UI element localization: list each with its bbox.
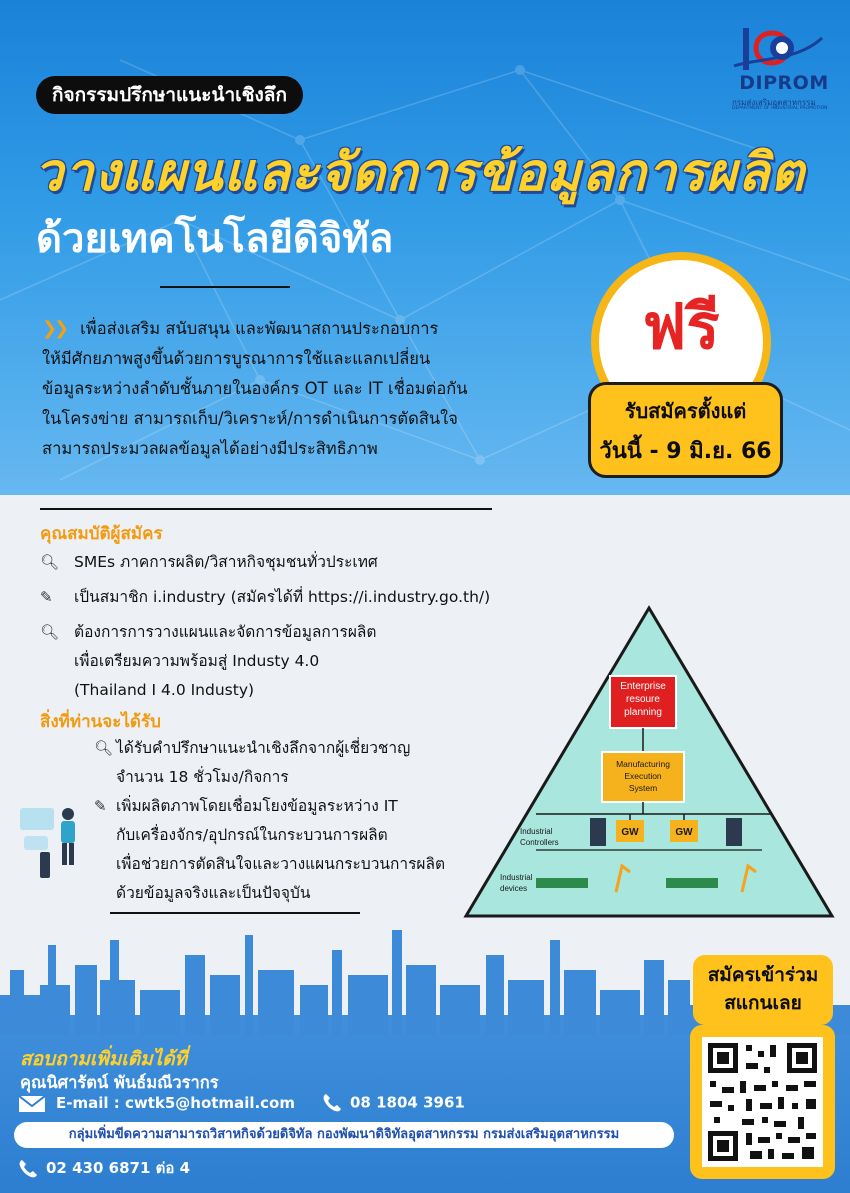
- double-chevron-icon: ❯❯: [42, 318, 67, 339]
- gateway-label: GW: [621, 827, 639, 838]
- conveyor-icon: [536, 878, 588, 888]
- anniversary-logo-icon: [726, 18, 836, 74]
- mes-label: Manufacturing: [616, 759, 670, 769]
- contact-person: คุณนิศารัตน์ พันธ์มณีวรากร: [20, 1073, 219, 1092]
- controller-cabinet: [726, 818, 742, 846]
- search-icon: 🔍︎: [40, 553, 60, 571]
- section-divider: [40, 508, 492, 510]
- gateway-label: GW: [675, 827, 693, 838]
- qualification-item: 🔍︎ SMEs ภาคการผลิต/วิสาหกิจชุมชนทั่วประเทศ: [40, 548, 378, 577]
- search-icon: 🔍︎: [94, 739, 114, 757]
- free-label: ฟรี: [642, 290, 720, 363]
- activity-badge: กิจกรรมปรึกษาแนะนำเชิงลึก: [36, 76, 303, 114]
- description-line: ในโครงข่าย สามารถเก็บ/วิเคราะห์/การดำเนินการตัดสินใจ: [42, 409, 458, 428]
- pen-icon: ✎: [40, 588, 53, 606]
- pen-icon: ✎: [94, 797, 107, 815]
- sub-title: ด้วยเทคโนโลยีดิจิทัล: [36, 216, 394, 262]
- main-title: วางแผนและจัดการข้อมูลการผลิต: [34, 143, 806, 203]
- description-line: ให้มีศักยภาพสูงขึ้นด้วยการบูรณาการใช้และแลกเปลี่ยน: [42, 349, 431, 368]
- erp-label: planning: [624, 707, 662, 718]
- qualification-item: 🔍︎ ต้องการการวางแผนและจัดการข้อมูลการผลิต เพื่อเตรียมความพร้อมสู่ Industy 4.0 (Thailand I 4.0 Industy): [40, 618, 376, 705]
- controllers-label: Industrial: [520, 827, 553, 836]
- qualification-item: ✎ เป็นสมาชิก i.industry (สมัครได้ที่ https://i.industry.go.th/): [40, 583, 490, 612]
- organization-line: กลุ่มเพิ่มขีดความสามารถวิสาหกิจด้วยดิจิทัล กองพัฒนาดิจิทัลอุตสาหกรรม กรมส่งเสริมอุตสาหกรรม: [14, 1122, 674, 1148]
- title-divider: [160, 286, 290, 288]
- phone-icon: [322, 1093, 342, 1113]
- devices-label: Industrial: [500, 873, 533, 882]
- benefits-divider: [110, 912, 360, 914]
- description-line: ❯❯ เพื่อส่งเสริม สนับสนุน และพัฒนาสถานประกอบการ: [42, 318, 439, 339]
- logo-brand: DIPROM: [739, 72, 829, 94]
- registration-deadline: วันนี้ - 9 มิ.ย. 66: [599, 439, 772, 464]
- description-line: สามารถประมวลผลข้อมูลได้อย่างมีประสิทธิภาพ: [42, 439, 378, 458]
- benefit-item: ✎ เพิ่มผลิตภาพโดยเชื่อมโยงข้อมูลระหว่าง IT กับเครื่องจักร/อุปกรณ์ในกระบวนการผลิต เพื่อช่วยการตัดสินใจและวางแผนกระบวนการผลิต ด้วยข้อมูลจริงและเป็นปัจจุบัน: [94, 792, 445, 908]
- automation-pyramid-diagram: [462, 604, 836, 920]
- logo-sub-thai: กรมส่งเสริมอุตสาหกรรม: [732, 98, 816, 107]
- person-with-screens-illustration: [18, 800, 88, 880]
- registration-label: รับสมัครตั้งแต่: [624, 399, 747, 423]
- apply-prompt: สมัครเข้าร่วม สแกนเลย: [693, 955, 833, 1025]
- devices-label: devices: [500, 884, 528, 893]
- controllers-label: Controllers: [520, 838, 559, 847]
- contact-heading: สอบถามเพิ่มเติมได้ที่: [20, 1048, 188, 1070]
- description: [42, 314, 562, 464]
- description-line: ข้อมูลระหว่างลำดับชั้นภายในองค์กร OT และ IT เชื่อมต่อกัน: [42, 379, 468, 398]
- erp-label: Enterprise: [620, 681, 666, 692]
- mes-label: System: [628, 783, 658, 793]
- envelope-icon: [18, 1095, 46, 1113]
- conveyor-icon: [666, 878, 718, 888]
- logo-sub-english: DEPARTMENT OF INDUSTRIAL PROMOTION: [732, 106, 828, 111]
- registration-period: [588, 382, 783, 478]
- mes-label: Execution: [624, 771, 662, 781]
- contact-email[interactable]: E-mail : cwtk5@hotmail.com: [18, 1094, 295, 1113]
- benefits-heading: สิ่งที่ท่านจะได้รับ: [40, 712, 161, 732]
- diprom-logo: [726, 18, 836, 114]
- benefit-item: 🔍︎ ได้รับคำปรึกษาแนะนำเชิงลึกจากผู้เชี่ยวชาญ จำนวน 18 ชั่วโมง/กิจการ: [94, 734, 410, 792]
- qr-code-panel[interactable]: [690, 1025, 835, 1179]
- controller-cabinet: [590, 818, 606, 846]
- contact-office-phone[interactable]: 02 430 6871 ต่อ 4: [18, 1156, 190, 1180]
- qr-code-icon[interactable]: [702, 1037, 823, 1167]
- qualifications-heading: คุณสมบัติผู้สมัคร: [40, 524, 163, 544]
- contact-mobile[interactable]: 08 1804 3961: [322, 1093, 465, 1113]
- erp-label: resoure: [626, 694, 660, 705]
- phone-icon: [18, 1159, 38, 1179]
- search-icon: 🔍︎: [40, 623, 60, 641]
